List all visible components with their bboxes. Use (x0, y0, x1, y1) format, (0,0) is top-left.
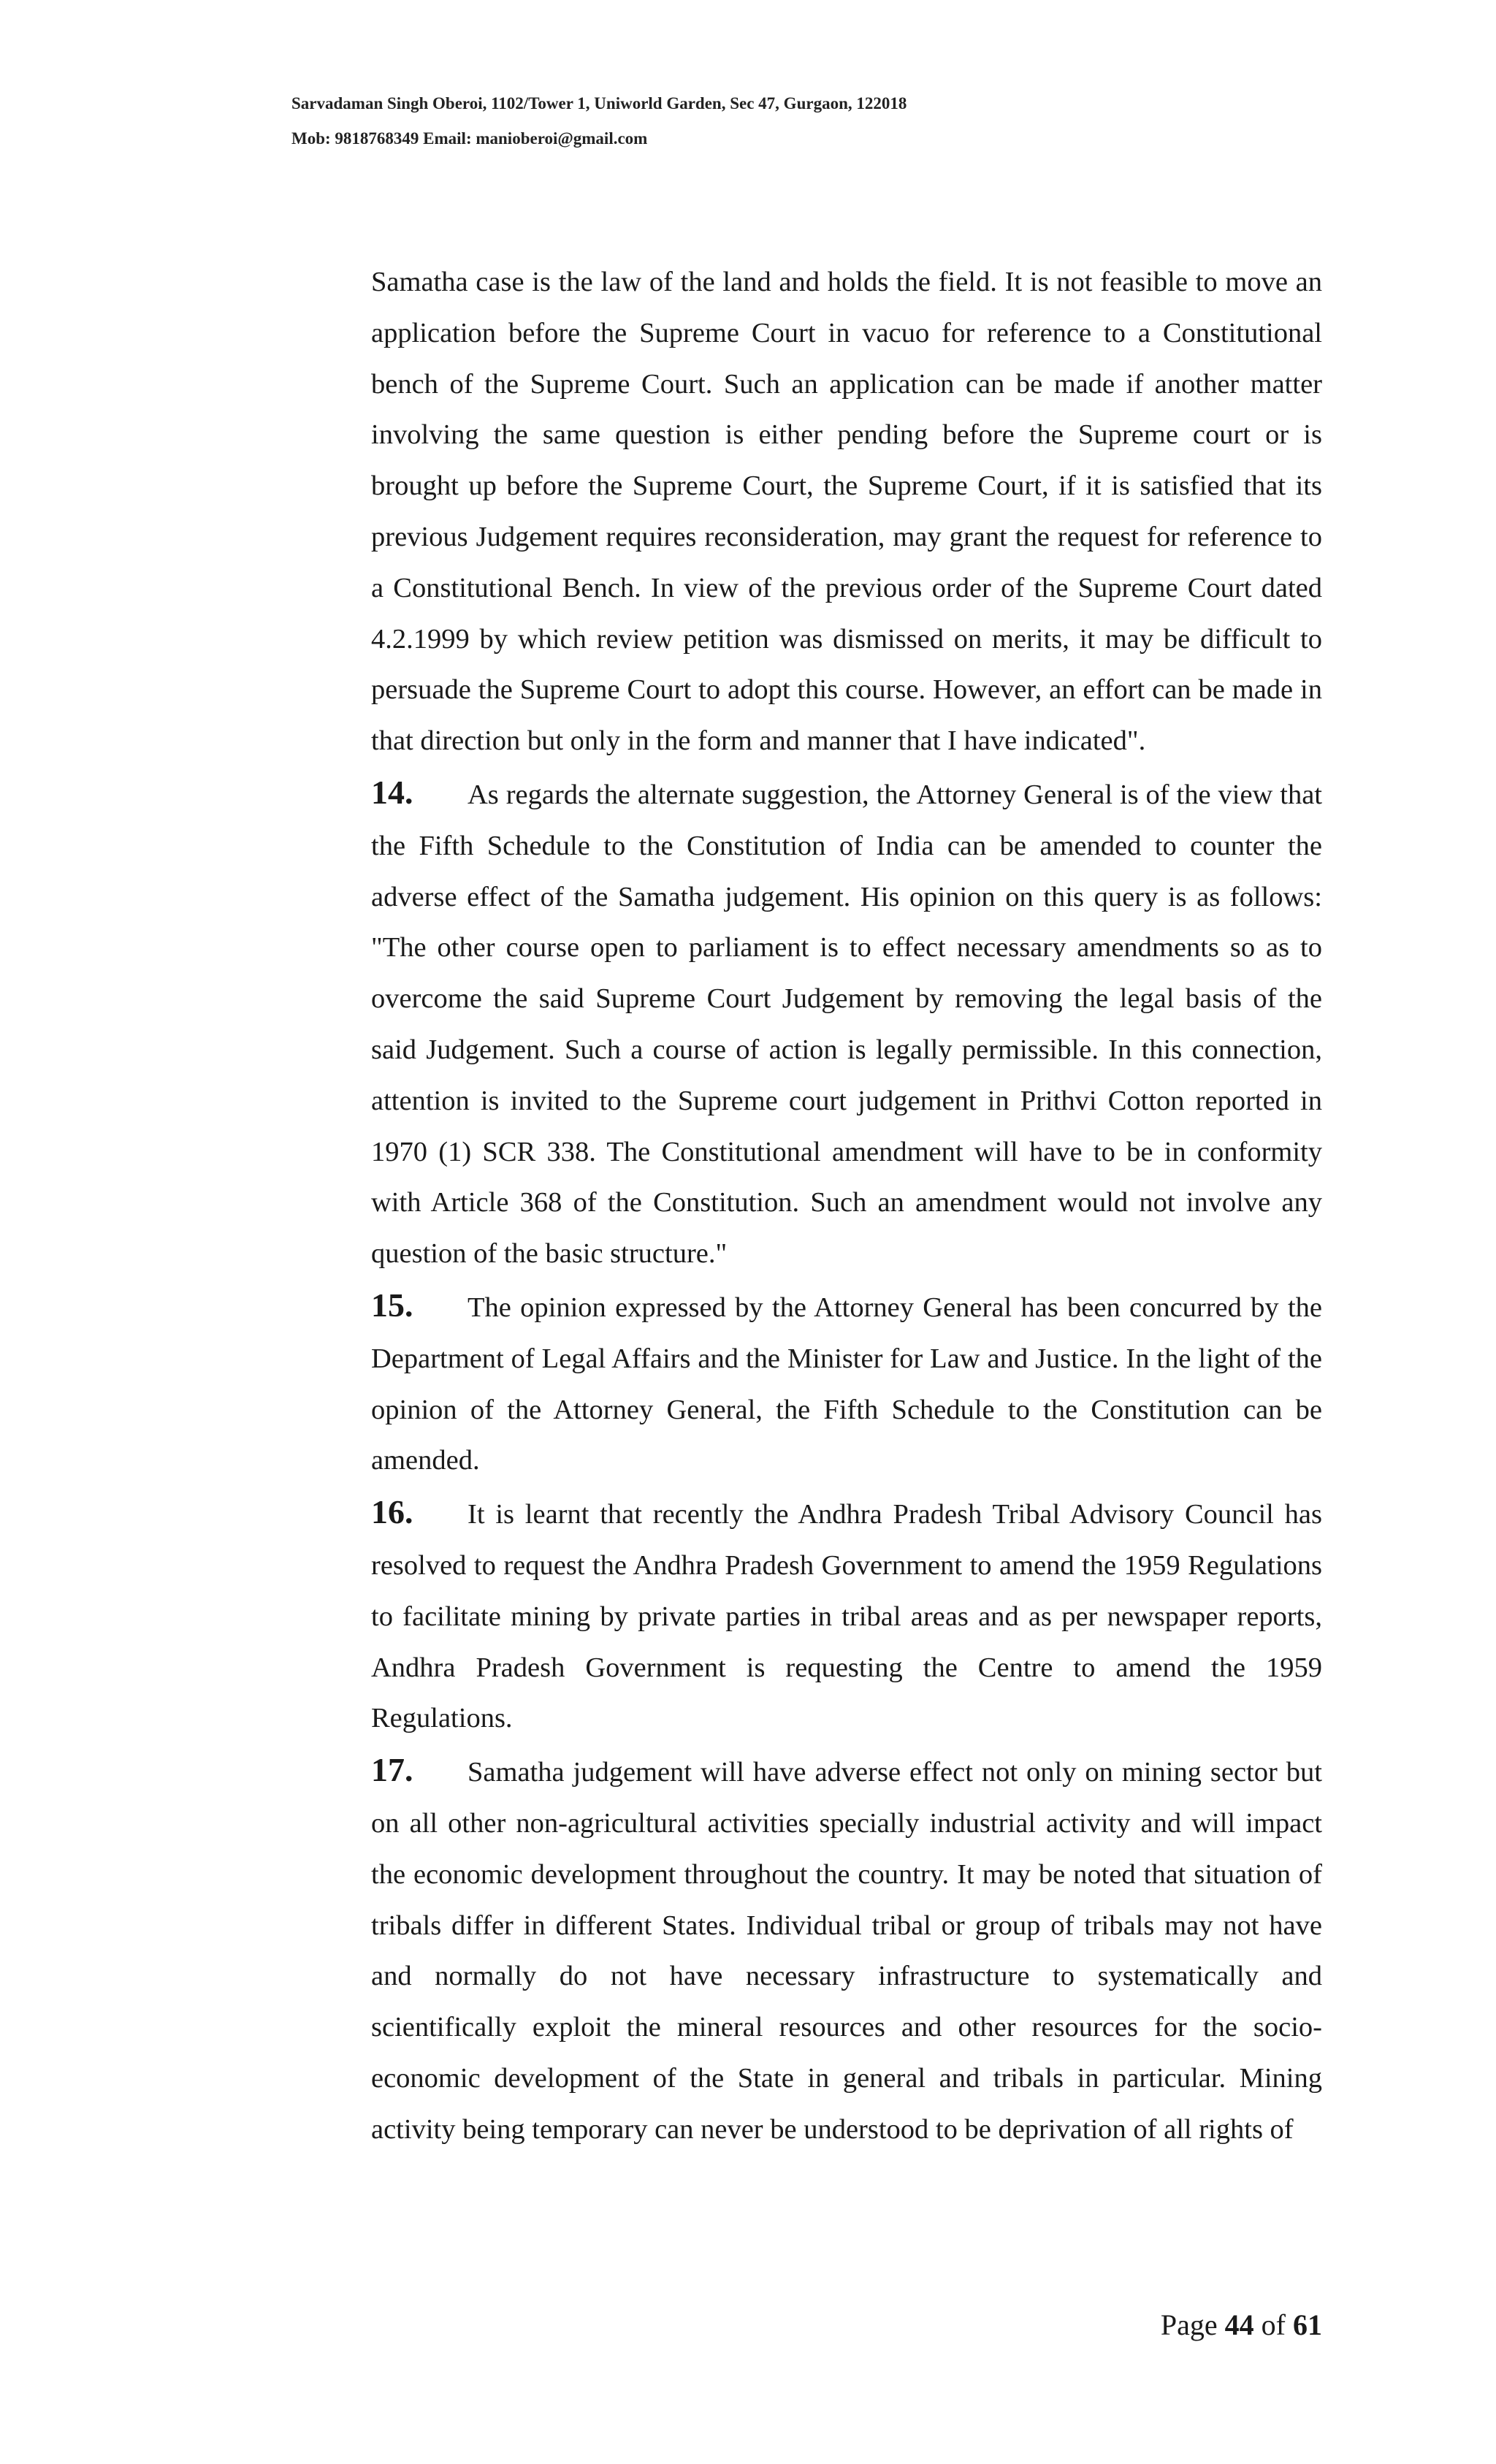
paragraph-text: The opinion expressed by the Attorney General has been concurred by the Department of Legal Affairs and the Minister for Law and Justice. In the light of the opinion of the Attorney General, the Fifth Schedule to the Constitution can be amended. (371, 1292, 1322, 1476)
paragraph-text: Samatha case is the law of the land and holds the field. It is not feasible to move an application before the Supreme Court in vacuo for reference to a Constitutional bench of the Supreme Court. Such an application can be made if another matter involving the same question is either pending before the Supreme court or is brought up before the Supreme Court, the Supreme Court, if it is satisfied that its previous Judgement requires reconsideration, may grant the request for reference to a Constitutional Bench. In view of the previous order of the Supreme Court dated 4.2.1999 by which review petition was dismissed on merits, it may be difficult to persuade the Supreme Court to adopt this course. However, an effort can be made in that direction but only in the form and manner that I have indicated". (371, 267, 1322, 757)
total-pages: 61 (1293, 2308, 1322, 2341)
paragraph-number: 14. (371, 773, 413, 811)
paragraph-17 (371, 1744, 1322, 2155)
paragraph-15 (371, 1280, 1322, 1487)
paragraph-number: 17. (371, 1751, 413, 1789)
paragraph-number: 16. (371, 1493, 413, 1531)
of-label: of (1261, 2308, 1286, 2341)
letterhead (291, 86, 907, 156)
paragraph-16 (371, 1487, 1322, 1744)
page-number: 44 (1224, 2308, 1254, 2341)
page-footer (1161, 2307, 1322, 2343)
letterhead-address: Sarvadaman Singh Oberoi, 1102/Tower 1, Uniworld Garden, Sec 47, Gurgaon, 122018 (291, 94, 907, 112)
paragraph-text: Samatha judgement will have adverse effect not only on mining sector but on all other non-agricultural activities specially industrial activity and will impact the economic development throughout the country. It may be noted that situation of tribals differ in different States. Individual tribal or group of tribals may not have and normally do not have necessary infrastructure to systematically and scientifically exploit the mineral resources and other resources for the socio-economic development of the State in general and tribals in particular. Mining activity being temporary can never be understood to be deprivation of all rights of (371, 1757, 1322, 2145)
paragraph-text: It is learnt that recently the Andhra Pradesh Tribal Advisory Council has resolved to request the Andhra Pradesh Government to amend the 1959 Regulations to facilitate mining by private parties in tribal areas and as per newspaper reports, Andhra Pradesh Government is requesting the Centre to amend the 1959 Regulations. (371, 1499, 1322, 1734)
paragraph-14 (371, 767, 1322, 1280)
paragraph-number: 15. (371, 1286, 413, 1324)
letterhead-contact: Mob: 9818768349 Email: manioberoi@gmail.com (291, 129, 648, 148)
page-label: Page (1160, 2308, 1218, 2341)
paragraph-continued (371, 257, 1322, 767)
paragraph-text: As regards the alternate suggestion, the Attorney General is of the view that the Fifth Schedule to the Constitution of India can be amended to counter the adverse effect of the Samatha judgement. His opinion on this query is as follows: "The other course open to parliament is to effect necessary amendments so as to overcome the said Supreme Court Judgement by removing the legal basis of the said Judgement. Such a course of action is legally permissible. In this connection, attention is invited to the Supreme court judgement in Prithvi Cotton reported in 1970 (1) SCR 338. The Constitutional amendment will have to be in conformity with Article 368 of the Constitution. Such an amendment would not involve any question of the basic structure." (371, 779, 1322, 1270)
document-body (371, 257, 1322, 2155)
